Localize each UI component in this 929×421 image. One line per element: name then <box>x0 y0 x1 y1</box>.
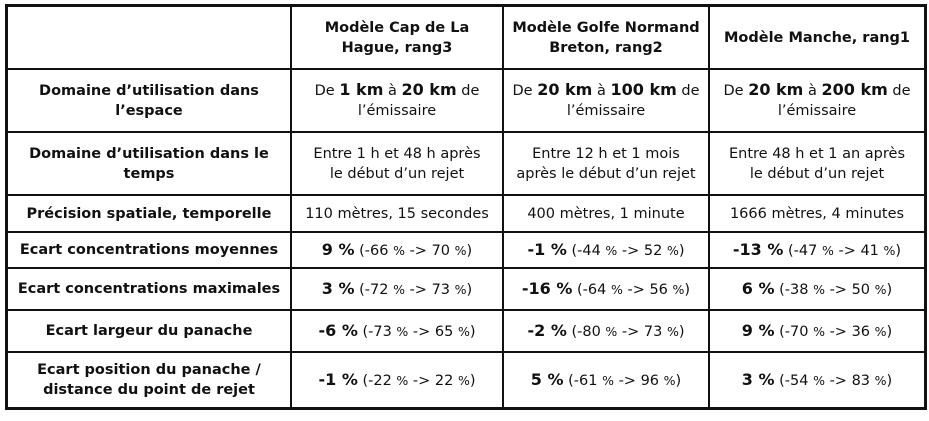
cell-largeur-manche: 9 % (-70 % -> 36 %) <box>709 310 925 352</box>
col-header-manche: Modèle Manche, rang1 <box>709 6 925 69</box>
table-row <box>7 69 925 132</box>
cell-maximales-manche: 6 % (-38 % -> 50 %) <box>709 268 925 310</box>
row-label-ecart-moyennes: Ecart concentrations moyennes <box>7 232 291 268</box>
row-label-ecart-maximales: Ecart concentrations maximales <box>7 268 291 310</box>
cell-espace-golfe: De 20 km à 100 km de l’émissaire <box>503 69 709 132</box>
row-label-precision: Précision spatiale, temporelle <box>7 195 291 232</box>
table-row <box>7 232 925 268</box>
row-label-ecart-largeur: Ecart largeur du panache <box>7 310 291 352</box>
col-header-cap-hague: Modèle Cap de La Hague, rang3 <box>291 6 503 69</box>
cell-moyennes-cap: 9 % (-66 % -> 70 %) <box>291 232 503 268</box>
col-header-golfe-normand: Modèle Golfe Normand Breton, rang2 <box>503 6 709 69</box>
header-row <box>7 6 925 69</box>
cell-position-golfe: 5 % (-61 % -> 96 %) <box>503 352 709 408</box>
cell-temps-manche: Entre 48 h et 1 an après le début d’un rejet <box>709 132 925 195</box>
cell-position-manche: 3 % (-54 % -> 83 %) <box>709 352 925 408</box>
cell-precision-golfe: 400 mètres, 1 minute <box>503 195 709 232</box>
cell-largeur-golfe: -2 % (-80 % -> 73 %) <box>503 310 709 352</box>
cell-espace-manche: De 20 km à 200 km de l’émissaire <box>709 69 925 132</box>
cell-espace-cap: De 1 km à 20 km de l’émissaire <box>291 69 503 132</box>
cell-temps-golfe: Entre 12 h et 1 mois après le début d’un rejet <box>503 132 709 195</box>
cell-precision-manche: 1666 mètres, 4 minutes <box>709 195 925 232</box>
cell-precision-cap: 110 mètres, 15 secondes <box>291 195 503 232</box>
row-label-espace: Domaine d’utilisation dans l’espace <box>7 69 291 132</box>
cell-maximales-golfe: -16 % (-64 % -> 56 %) <box>503 268 709 310</box>
cell-position-cap: -1 % (-22 % -> 22 %) <box>291 352 503 408</box>
table-row <box>7 132 925 195</box>
cell-temps-cap: Entre 1 h et 48 h après le début d’un rejet <box>291 132 503 195</box>
cell-moyennes-manche: -13 % (-47 % -> 41 %) <box>709 232 925 268</box>
table-row <box>7 310 925 352</box>
table-row <box>7 268 925 310</box>
comparison-table <box>5 4 927 410</box>
row-label-temps: Domaine d’utilisation dans le temps <box>7 132 291 195</box>
cell-largeur-cap: -6 % (-73 % -> 65 %) <box>291 310 503 352</box>
cell-moyennes-golfe: -1 % (-44 % -> 52 %) <box>503 232 709 268</box>
corner-cell <box>7 6 291 69</box>
cell-maximales-cap: 3 % (-72 % -> 73 %) <box>291 268 503 310</box>
table-row <box>7 352 925 408</box>
table-row <box>7 195 925 232</box>
row-label-ecart-position: Ecart position du panache / distance du point de rejet <box>7 352 291 408</box>
